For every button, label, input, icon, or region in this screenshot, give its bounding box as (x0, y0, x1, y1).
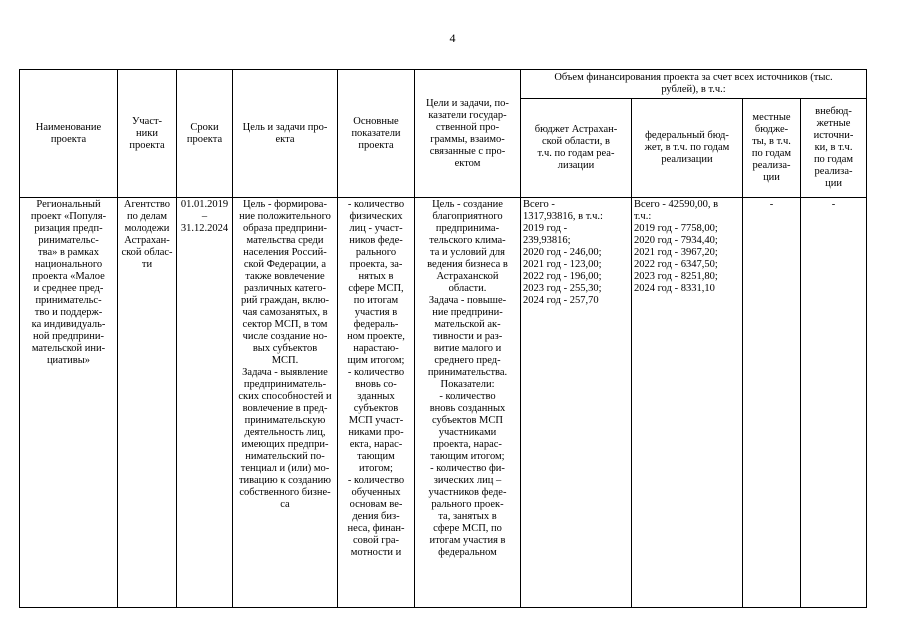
header-participants: Участ- ники проекта (118, 70, 177, 198)
header-state-program-goals: Цели и задачи, по- казатели государ- ственной про- граммы, взаимо- связанные с про- ектом (415, 70, 521, 198)
header-local-budgets: местные бюдже- ты, в т.ч. по годам реализа- ции (743, 99, 801, 198)
project-table (19, 69, 867, 608)
page-number: 4 (449, 31, 456, 45)
cell-project-name: Региональный проект «Популя- ризация предп- ринимательс- тва» в рамках национального проекта «Малое и среднее пред- принимательс- тво и поддерж- ка индивидуаль- ной предприни- мательской ини- циативы» (20, 198, 118, 608)
header-federal-budget: федеральный бюд- жет, в т.ч. по годам реализации (632, 99, 743, 198)
cell-terms: 01.01.2019 – 31.12.2024 (177, 198, 233, 608)
header-indicators: Основные показатели проекта (338, 70, 415, 198)
cell-indicators: - количество физических лиц - участ- ников феде- рального проекта, за- нятых в сфере МСП, по итогам участия в федераль- ном проекте, нарастаю- щим итогом; - количество вновь со- зданных субъектов МСП участ- никами про- екта, нарас- тающим итогом; - количество обученных основам ве- дения биз- неса, финан- совой гра- мотности и (338, 198, 415, 608)
cell-regional-budget: Всего - 1317,93816, в т.ч.: 2019 год - 239,93816; 2020 год - 246,00; 2021 год - 123,00; 2022 год - 196,00; 2023 год - 255,30; 2024 год - 257,70 (521, 198, 632, 608)
header-goal: Цель и задачи про- екта (233, 70, 338, 198)
cell-local-budgets: - (743, 198, 801, 608)
header-project-name: Наименование проекта (20, 70, 118, 198)
cell-federal-budget: Всего - 42590,00, в т.ч.: 2019 год - 7758,00; 2020 год - 7934,40; 2021 год - 3967,20; 2022 год - 6347,50; 2023 год - 8251,80; 2024 год - 8331,10 (632, 198, 743, 608)
cell-goal: Цель - формирова- ние положительного образа предприни- мательства среди населения Россий- ской Федерации, а также вовлечение различных катего- рий граждан, вклю- чая самозанятых, в сектор МСП, в том числе создание но- вых субъектов МСП. Задача - выявление предприниматель- ских способностей и вовлечение в пред- принимательскую деятельность лиц, имеющих предпри- нимательский по- тенциал и (или) мо- тивацию к созданию собственного бизне- са (233, 198, 338, 608)
cell-state-program-goals: Цель - создание благоприятного предпринима- тельского клима- та и условий для ведения бизнеса в Астраханской области. Задача - повыше- ние предприни- мательской ак- тивности и раз- витие малого и среднего пред- принимательства. Показатели: - количество вновь созданных субъектов МСП участниками проекта, нарас- тающим итогом; - количество фи- зических лиц – участников феде- рального проек- та, занятых в сфере МСП, по итогам участия в федеральном (415, 198, 521, 608)
cell-extrabudget: - (801, 198, 867, 608)
cell-participants: Агентство по делам молодежи Астрахан- ской облас- ти (118, 198, 177, 608)
header-financing: Объем финансирования проекта за счет всех источников (тыс. рублей), в т.ч.: (521, 70, 867, 99)
header-terms: Сроки проекта (177, 70, 233, 198)
header-extrabudget: внебюд- жетные источни- ки, в т.ч. по годам реализа- ции (801, 99, 867, 198)
header-regional-budget: бюджет Астрахан- ской области, в т.ч. по годам реа- лизации (521, 99, 632, 198)
